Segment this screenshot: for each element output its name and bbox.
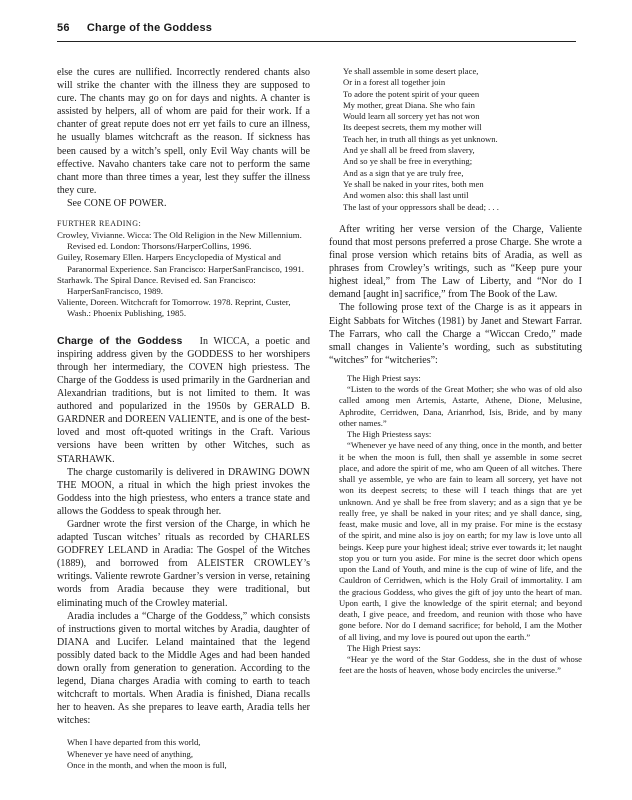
poem-line: Ye shall be naked in your rites, both men — [343, 178, 484, 189]
poem-line: Once in the month, and when the moon is full, — [67, 760, 227, 771]
aradia-poem-continued — [343, 66, 582, 213]
poem-line: Teach her, in truth all things as yet unknown. — [343, 133, 498, 144]
page-number: 56 — [57, 22, 70, 34]
charge-quote: “Hear ye the word of the Star Goddess, she in the dust of whose feet are the hosts of heaven, whose body encircles the universe.” — [339, 654, 582, 676]
body-paragraph: After writing her verse version of the Charge, Valiente found that most persons preferred a prose Charge. She wrote a final prose version which retains bits of Aradia, as well as phrases from Crowley’s writings, such as “Keep pure your highest ideal,” from The Law of Liberty, and “Nor do I demand [aught in] sacrifice,” from The Book of the Law. — [329, 223, 582, 301]
charge-prose-text — [339, 373, 582, 677]
poem-line: When I have departed from this world, — [67, 737, 201, 748]
poem-line: My mother, great Diana. She who fain — [343, 99, 475, 110]
poem-line: And women also: this shall last until — [343, 190, 469, 201]
further-reading-label: FURTHER READING: — [57, 219, 142, 229]
body-paragraph: The following prose text of the Charge is as it appears in Eight Sabbats for Witches (1981) by Janet and Stewart Farrar. The Farrars, who call the Charge a “Wiccan Credo,” made small changes in Valiente’s wording, such as substituting “witches” for “witcheries”: — [329, 302, 582, 366]
entry-paragraph: The charge customarily is delivered in DRAWING DOWN THE MOON, a ritual in which the high priest invokes the Goddess into the high priestess, who enters a trance state and allows the Goddess to speak through her. — [57, 466, 310, 517]
poem-line: And as a sign that ye are truly free, — [343, 167, 464, 178]
poem-line: Whenever ye have need of anything, — [67, 748, 193, 759]
poem-line: The last of your oppressors shall be dead; . . . — [343, 201, 499, 212]
poem-line: And ye shall all be freed from slavery, — [343, 145, 475, 156]
entry-paragraph: Aradia includes a “Charge of the Goddess,” which consists of instructions given to mortal witches by Aradia, daughter of DIANA and Lucifer. Leland maintained that the legend possibly dated back to the Middle Ages and had been handed down orally from generation to generation. According to the legend, Diana charges Aradia with coming to earth to teach witchcraft to mortals. When Aradia is finished, Diana recalls her to heaven. As she prepares to leave earth, Aradia tells her witches: — [57, 610, 310, 727]
poem-line: Would learn all sorcery yet has not won — [343, 111, 480, 122]
poem-line: Its deepest secrets, them my mother will — [343, 122, 482, 133]
continuation-paragraph: else the cures are nullified. Incorrectly rendered chants also will strike the chanter with the illness they are supposed to cure. The chants may go on for days and nights. A chanter is assisted by helpers, all of whom are paid for their work. If a chanter of great repute does not err yet fails to cure an illness, he usually blames witchcraft as the reason. If sickness has been caused by a witch’s spell, only Evil Way chants will be effective. Navaho chanters take care not to perform the same chant more than three times a year, lest they suffer the illness they cure. — [57, 67, 310, 196]
poem-line: Or in a forest all together join — [343, 77, 446, 88]
speaker-label: The High Priestess says: — [347, 429, 432, 440]
poem-line: Ye shall assemble in some desert place, — [343, 66, 479, 76]
charge-quote: “Listen to the words of the Great Mother; she who was of old also called among men Artemis, Astarte, Athene, Dione, Melusine, Aphrodite, Cerridwen, Dana, Arianrhod, Isis, Bride, and by many other names.” — [339, 384, 582, 428]
reference: Crowley, Vivianne. Wicca: The Old Religion in the New Millennium. Revised ed. London: Thorsons/HarperCollins, 1996. — [57, 230, 302, 252]
poem-line: And so ye shall be free in everything; — [343, 156, 473, 167]
header-rule — [57, 41, 576, 42]
poem-line: To adore the potent spirit of your queen — [343, 88, 480, 99]
entry-paragraph: Gardner wrote the first version of the Charge, in which he adapted Tuscan witches’ rituals as recorded by CHARLES GODFREY LELAND in Aradia: The Gospel of the Witches (1889), and borrowed from ALEISTER CROWLEY’s writings. Valiente rewrote Gardner’s version in verse, retaining words from Aradia because they were traditional, but eliminating much of the Crowley material. — [57, 518, 310, 609]
entry-paragraph: In WICCA, a poetic and inspiring address given by the GODDESS to her worshipers through her intermediary, the COVEN high priestess. The Charge of the Goddess is used primarily in the Gardnerian and Alexandrian traditions, but is not limited to them. It was authored and popularized in the 1950s by GERALD B. GARDNER and DOREEN VALIENTE, and is one of the best-loved and most oft-quoted writings in the Craft. Various versions have been written by other Witches, such as STARHAWK. — [57, 335, 311, 465]
reference: Guiley, Rosemary Ellen. Harpers Encyclopedia of Mystical and Paranormal Experience. San Francisco: HarperSanFrancisco, 1991. — [57, 252, 304, 274]
right-column — [329, 66, 582, 677]
speaker-label: The High Priest says: — [347, 642, 421, 653]
aradia-poem-start — [67, 737, 310, 771]
left-column — [57, 66, 310, 771]
speaker-label: The High Priest says: — [347, 372, 421, 383]
reference: Starhawk. The Spiral Dance. Revised ed. San Francisco: HarperSanFrancisco, 1989. — [57, 274, 256, 297]
reference: Valiente, Doreen. Witchcraft for Tomorrow. 1978. Reprint, Custer, Wash.: Phoenix Publishing, 1985. — [57, 297, 291, 319]
see-also: See CONE OF POWER. — [67, 197, 167, 209]
entry-term: Charge of the Goddess — [57, 334, 183, 347]
charge-quote: “Whenever ye have need of any thing, once in the month, and better it be when the moon is full, then shall ye assemble in some secret place, and adore the spirit of me, who am Queen of all witches. There shall ye assemble, ye who are fain to learn all sorcery, yet have not won its deepest secrets; to these will I teach things that are yet unknown. And ye shall be free from slavery; and as a sign that ye be really free, ye shall be naked in your rites; and ye shall dance, sing, feast, make music and love, all in my praise. For mine is the ecstasy of the spirit, and mine also is joy on earth; for my law is love unto all beings. Keep pure your highest ideal; strive ever towards it; let naught stop you or turn you aside. For mine is the secret door which opens upon the Land of Youth, and mine is the cup of wine of life, and the Cauldron of Cerridwen, which is the Holy Grail of immortality. I am the gracious Goddess, who gives the gift of joy unto the heart of man. Upon earth, I give the knowledge of the spirit eternal; and beyond death, I give peace, and freedom, and reunion with those who have gone before. Nor do I demand sacrifice; for behold, I am the Mother of all living, and my love is poured out upon the earth.” — [339, 440, 582, 642]
running-header — [57, 22, 212, 34]
running-title: Charge of the Goddess — [86, 22, 213, 34]
entry-charge-of-the-goddess — [57, 335, 310, 728]
